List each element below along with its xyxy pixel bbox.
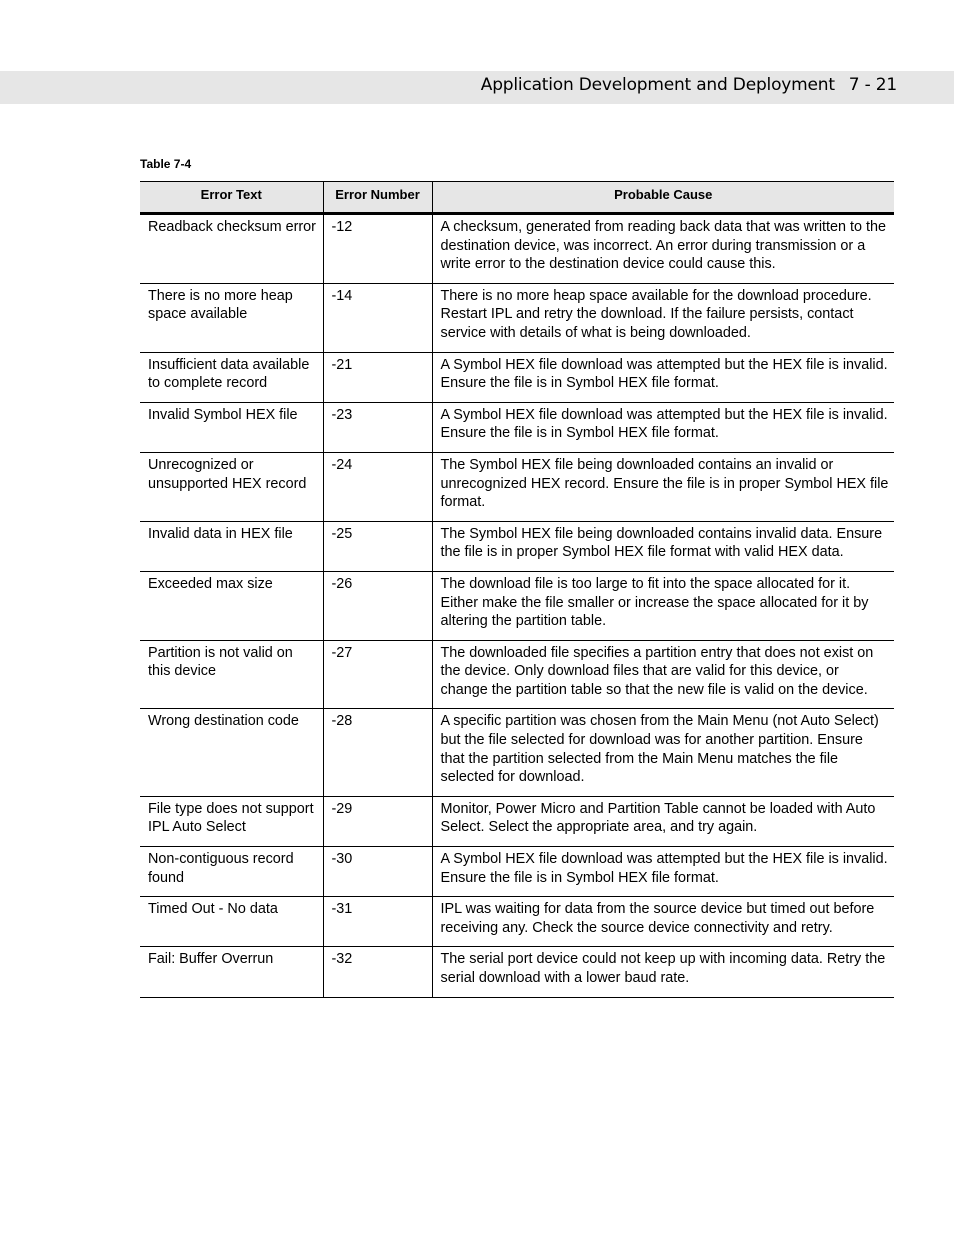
table-row (140, 796, 894, 846)
error-text-cell: Readback checksum error (140, 214, 323, 284)
running-header (481, 75, 897, 95)
table-row (140, 897, 894, 947)
error-text-cell: Invalid data in HEX file (140, 521, 323, 571)
error-text-cell: Non-contiguous record found (140, 847, 323, 897)
page-number: 7 - 21 (848, 75, 897, 95)
error-number-cell: -30 (323, 847, 432, 897)
error-number-cell: -31 (323, 897, 432, 947)
error-number-cell: -29 (323, 796, 432, 846)
error-number-cell: -28 (323, 709, 432, 796)
probable-cause-cell: A Symbol HEX file download was attempted but the HEX file is invalid. Ensure the file is in Symbol HEX file format. (432, 847, 894, 897)
table-row (140, 283, 894, 352)
error-number-cell: -26 (323, 571, 432, 640)
error-number-cell: -27 (323, 640, 432, 709)
error-text-cell: Unrecognized or unsupported HEX record (140, 452, 323, 521)
error-number-cell: -23 (323, 402, 432, 452)
table-row (140, 709, 894, 796)
error-number-cell: -32 (323, 947, 432, 997)
error-text-cell: There is no more heap space available (140, 283, 323, 352)
table-caption: Table 7-4 (140, 157, 192, 171)
column-header-error-text: Error Text (140, 182, 323, 214)
column-header-probable-cause: Probable Cause (432, 182, 894, 214)
error-text-cell: Exceeded max size (140, 571, 323, 640)
error-text-cell: Invalid Symbol HEX file (140, 402, 323, 452)
error-number-cell: -21 (323, 352, 432, 402)
table-header-row (140, 182, 894, 214)
table-row (140, 402, 894, 452)
probable-cause-cell: The download file is too large to fit into the space allocated for it. Either make the file smaller or increase the space allocated for it by altering the partition table. (432, 571, 894, 640)
error-text-cell: Partition is not valid on this device (140, 640, 323, 709)
probable-cause-cell: The Symbol HEX file being downloaded contains invalid data. Ensure the file is in proper Symbol HEX file format with valid HEX data. (432, 521, 894, 571)
table-row (140, 947, 894, 997)
table-row (140, 214, 894, 284)
probable-cause-cell: A Symbol HEX file download was attempted but the HEX file is invalid. Ensure the file is in Symbol HEX file format. (432, 352, 894, 402)
table-row (140, 452, 894, 521)
table-row (140, 521, 894, 571)
error-text-cell: Insufficient data available to complete record (140, 352, 323, 402)
error-number-cell: -12 (323, 214, 432, 284)
error-number-cell: -25 (323, 521, 432, 571)
error-text-cell: File type does not support IPL Auto Select (140, 796, 323, 846)
table-row (140, 571, 894, 640)
table-row (140, 847, 894, 897)
running-header-title: Application Development and Deployment (480, 75, 835, 95)
probable-cause-cell: The Symbol HEX file being downloaded contains an invalid or unrecognized HEX record. Ensure the file is in proper Symbol HEX file format. (432, 452, 894, 521)
probable-cause-cell: The serial port device could not keep up with incoming data. Retry the serial download with a lower baud rate. (432, 947, 894, 997)
error-text-cell: Timed Out - No data (140, 897, 323, 947)
probable-cause-cell: The downloaded file specifies a partition entry that does not exist on the device. Only download files that are valid for this device, or change the partition table so that the new file is valid on the device. (432, 640, 894, 709)
probable-cause-cell: IPL was waiting for data from the source device but timed out before receiving any. Check the source device connectivity and retry. (432, 897, 894, 947)
probable-cause-cell: A checksum, generated from reading back data that was written to the destination device, was incorrect. An error during transmission or a write error to the destination device could cause this. (432, 214, 894, 284)
table-row (140, 352, 894, 402)
error-number-cell: -24 (323, 452, 432, 521)
probable-cause-cell: There is no more heap space available for the download procedure. Restart IPL and retry the download. If the failure persists, contact service with details of what is being downloaded. (432, 283, 894, 352)
probable-cause-cell: Monitor, Power Micro and Partition Table cannot be loaded with Auto Select. Select the appropriate area, and try again. (432, 796, 894, 846)
column-header-error-number: Error Number (323, 182, 432, 214)
probable-cause-cell: A Symbol HEX file download was attempted but the HEX file is invalid. Ensure the file is in Symbol HEX file format. (432, 402, 894, 452)
error-text-cell: Wrong destination code (140, 709, 323, 796)
table-row (140, 640, 894, 709)
error-text-cell: Fail: Buffer Overrun (140, 947, 323, 997)
probable-cause-cell: A specific partition was chosen from the Main Menu (not Auto Select) but the file selected for download was for another partition. Ensure that the partition selected from the Main Menu matches the file selected for download. (432, 709, 894, 796)
error-table (140, 181, 894, 998)
error-number-cell: -14 (323, 283, 432, 352)
